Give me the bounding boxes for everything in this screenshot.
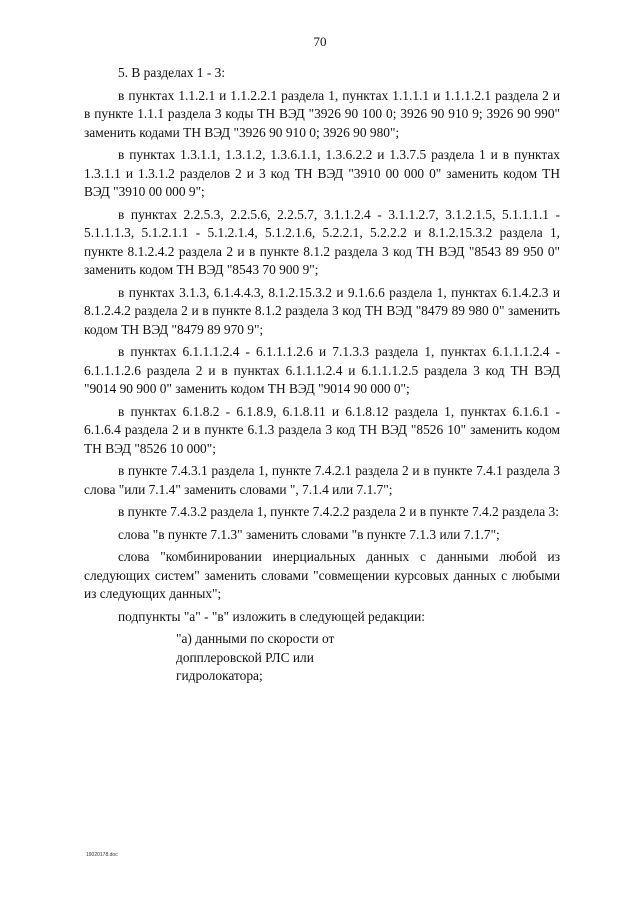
document-body [84,64,560,686]
quote-line: гидролокатора; [176,668,263,683]
paragraph: 5. В разделах 1 - 3: [118,65,226,80]
footer-file-code: 19020178.doc [86,852,118,858]
paragraph: в пунктах 6.1.8.2 - 6.1.8.9, 6.1.8.11 и 6.1.8.12 раздела 1, пунктах 6.1.6.1 - 6.1.6.4 раздела 2 и в пункте 6.1.3 раздела 3 код ТН ВЭД "8526 10" заменить кодом ТН ВЭД "8526 10 000"; [84,403,560,456]
paragraph: в пунктах 1.3.1.1, 1.3.1.2, 1.3.6.1.1, 1.3.6.2.2 и 1.3.7.5 раздела 1 и в пунктах 1.3.1.1 и 1.3.1.2 разделов 2 и 3 код ТН ВЭД "3910 00 000 0" заменить кодом ТН ВЭД "3910 00 000 9"; [84,147,560,199]
paragraph: слова "комбинировании инерциальных данных с данными любой из следующих систем" заменить словами "совмещении курсовых данных с любыми из следующих данных"; [84,549,560,601]
paragraph: слова "в пункте 7.1.3" заменить словами "в пункте 7.1.3 или 7.1.7"; [118,526,500,542]
paragraph: в пунктах 1.1.2.1 и 1.1.2.2.1 раздела 1, пунктах 1.1.1.1 и 1.1.1.2.1 раздела 2 и в пункте 1.1.1 раздела 3 коды ТН ВЭД "3926 90 100 0; 3926 90 910 9; 3926 90 990" заменить кодами ТН ВЭД "3926 90 910 0; 3926 90 980"; [84,87,560,140]
quote-line: "а) данными по скорости от [176,631,335,646]
paragraph: в пунктах 3.1.3, 6.1.4.4.3, 8.1.2.15.3.2 и 9.1.6.6 раздела 1, пунктах 6.1.4.2.3 и 8.1.2.4.2 раздела 2 и в пункте 8.1.2 раздела 3 код ТН ВЭД "8479 89 980 0" заменить кодом ТН ВЭД "8479 89 970 9"; [84,284,560,337]
paragraph: в пункте 7.4.3.1 раздела 1, пункте 7.4.2.1 раздела 2 и в пункте 7.4.1 раздела 3 слова "или 7.1.4" заменить словами ", 7.1.4 или 7.1.7"; [84,463,560,497]
paragraph: подпункты "а" - "в" изложить в следующей редакции: [118,608,425,624]
paragraph: в пунктах 2.2.5.3, 2.2.5.6, 2.2.5.7, 3.1.1.2.4 - 3.1.1.2.7, 3.1.2.1.5, 5.1.1.1.1 - 5.1.1.1.3, 5.1.2.1.1 - 5.1.2.1.4, 5.1.2.1.6, 5.2.2.1, 5.2.2.2 и 8.1.2.15.3.2 раздела 1, пункте 8.1.2.4.2 раздела 2 и в пункте 8.1.2 раздела 3 код ТН ВЭД "8543 89 950 0" заменить кодом ТН ВЭД "8543 70 900 9"; [84,206,560,277]
quoted-text-block [84,630,560,686]
page-number: 70 [313,34,327,49]
paragraph: в пункте 7.4.3.2 раздела 1, пункте 7.4.2.2 раздела 2 и в пункте 7.4.2 раздела 3: [118,504,559,519]
paragraph: в пунктах 6.1.1.1.2.4 - 6.1.1.1.2.6 и 7.1.3.3 раздела 1, пунктах 6.1.1.1.2.4 - 6.1.1.1.2.6 раздела 2 и в пунктах 6.1.1.1.2.4 и 6.1.1.1.2.5 раздела 3 код ТН ВЭД "9014 90 900 0" заменить кодом ТН ВЭД "9014 90 000 0"; [84,344,560,396]
quote-line: допплеровской РЛС или [176,649,314,665]
